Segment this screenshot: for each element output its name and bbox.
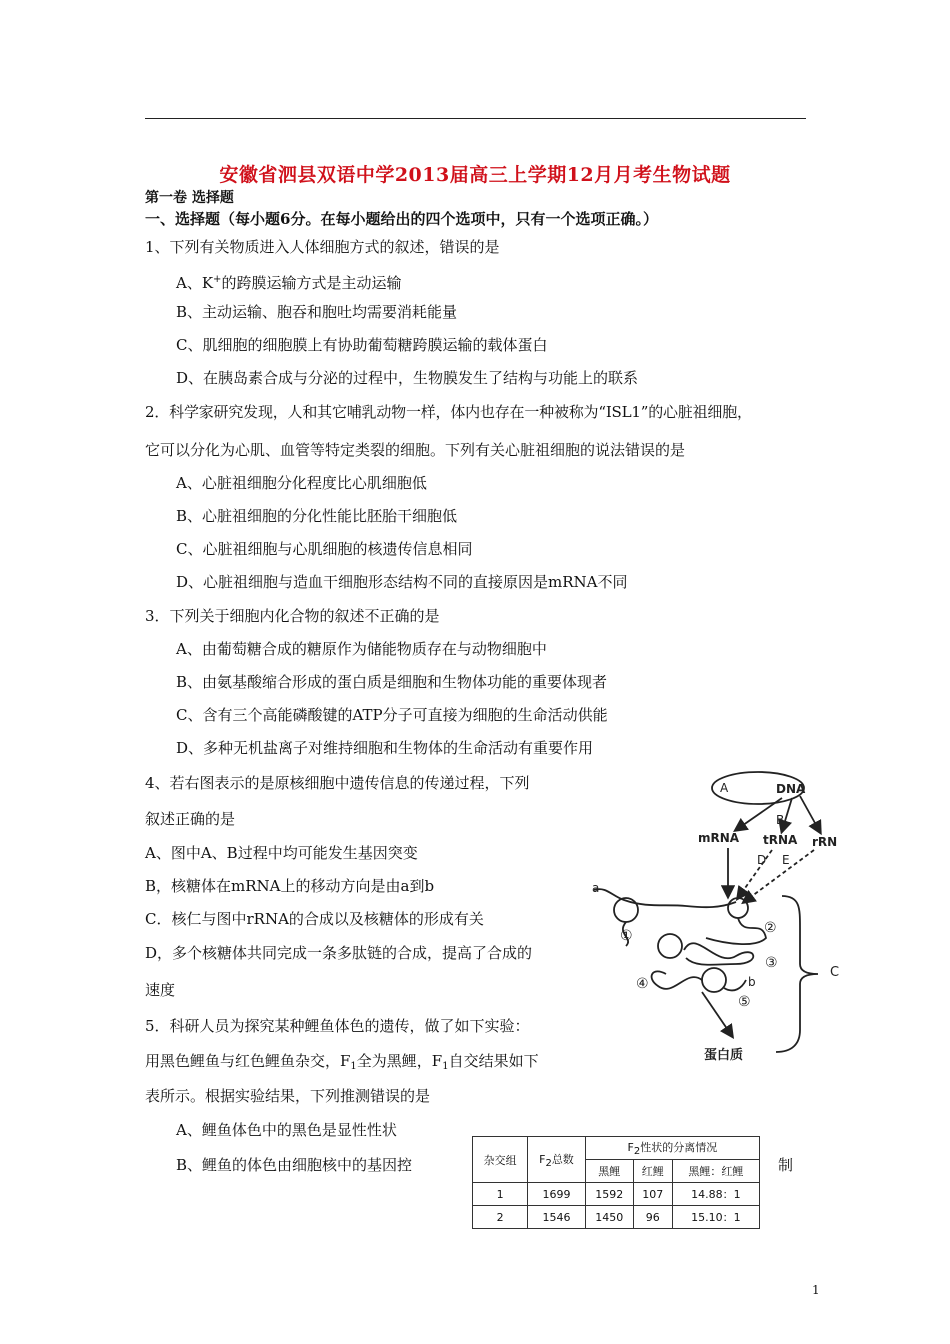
table-cell: 96: [633, 1206, 672, 1229]
page-number: 1: [812, 1283, 820, 1297]
strand-b: b: [748, 975, 756, 989]
mrna-label: mRNA: [698, 831, 740, 845]
q1-option-a: A、K+的跨膜运输方式是主动运输: [176, 274, 402, 292]
q4-option-d-cont: 速度: [145, 981, 176, 999]
q4-option-d: D，多个核糖体共同完成一条多肽链的合成，提高了合成的: [145, 944, 533, 962]
q4-option-c: C．核仁与图中rRNA的合成以及核糖体的形成有关: [145, 910, 484, 928]
q2-option-a: A、心脏祖细胞分化程度比心肌细胞低: [176, 474, 427, 492]
table-cell: 1450: [585, 1206, 633, 1229]
q3-option-d: D、多种无机盐离子对维持细胞和生物体的生命活动有重要作用: [176, 739, 594, 757]
translation-diagram: [586, 768, 848, 1064]
header-group: 杂交组: [473, 1137, 528, 1183]
q4-stem-1: 4、若右图表示的是原核细胞中遗传信息的传递过程，下列: [145, 774, 530, 792]
q2-stem-1: 2．科学家研究发现，人和其它哺乳动物一样，体内也存在一种被称为“ISL1”的心脏祖细胞，: [145, 403, 752, 421]
rrna-label: rRN: [812, 835, 838, 849]
q5-option-b-end: 制: [778, 1156, 794, 1174]
table-cell: 1546: [528, 1206, 586, 1229]
table-cell: 2: [473, 1206, 528, 1229]
label-b: B: [776, 813, 785, 827]
header-red: 红鲤: [633, 1160, 672, 1183]
q2-option-b: B、心脏祖细胞的分化性能比胚胎干细胞低: [176, 507, 458, 525]
header-ratio: 黑鲤：红鲤: [672, 1160, 759, 1183]
q1-stem: 1、下列有关物质进入人体细胞方式的叙述，错误的是: [145, 238, 500, 256]
q3-option-b: B、由氨基酸缩合形成的蛋白质是细胞和生物体功能的重要体现者: [176, 673, 608, 691]
label-c: C: [830, 965, 840, 980]
table-cell: 1592: [585, 1183, 633, 1206]
q1-option-c: C、肌细胞的细胞膜上有协助葡萄糖跨膜运输的载体蛋白: [176, 336, 548, 354]
table-row: [473, 1183, 760, 1206]
strand-a: a: [592, 881, 600, 895]
q2-option-d: D、心脏祖细胞与造血干细胞形态结构不同的直接原因是mRNA不同: [176, 573, 628, 591]
q4-option-a: A、图中A、B过程中均可能发生基因突变: [145, 844, 418, 862]
q5-stem-1: 5．科研人员为探究某种鲤鱼体色的遗传，做了如下实验：: [145, 1017, 530, 1035]
table-cell: 107: [633, 1183, 672, 1206]
q3-stem: 3．下列关于细胞内化合物的叙述不正确的是: [145, 607, 440, 625]
marker-3: ③: [765, 955, 778, 971]
q3-option-c: C、含有三个高能磷酸键的ATP分子可直接为细胞的生命活动供能: [176, 706, 608, 724]
q4-option-b: B，核糖体在mRNA上的移动方向是由a到b: [145, 877, 435, 895]
marker-1: ①: [620, 928, 633, 944]
label-d: D: [757, 853, 767, 867]
header-total: F2总数: [528, 1137, 586, 1183]
label-a: A: [720, 781, 729, 795]
instruction: 一、选择题（每小题6分。在每小题给出的四个选项中，只有一个选项正确。）: [145, 210, 658, 228]
header-black: 黑鲤: [585, 1160, 633, 1183]
table-cell: 1699: [528, 1183, 586, 1206]
header-separation: F2性状的分离情况: [585, 1137, 759, 1160]
segregation-table: [472, 1136, 760, 1229]
q1-option-b: B、主动运输、胞吞和胞吐均需要消耗能量: [176, 303, 458, 321]
q5-option-a: A、鲤鱼体色中的黑色是显性性状: [176, 1121, 397, 1139]
label-e: E: [782, 853, 790, 867]
q1-option-d: D、在胰岛素合成与分泌的过程中，生物膜发生了结构与功能上的联系: [176, 369, 639, 387]
q2-option-c: C、心脏祖细胞与心肌细胞的核遗传信息相同: [176, 540, 473, 558]
table-cell: 1: [473, 1183, 528, 1206]
dna-label: DNA: [776, 782, 806, 796]
q5-option-b: B、鲤鱼的体色由细胞核中的基因控: [176, 1156, 413, 1174]
page-title: 安徽省泗县双语中学2013届高三上学期12月月考生物试题: [219, 164, 731, 186]
q4-stem-2: 叙述正确的是: [145, 810, 236, 828]
header-rule: [145, 118, 806, 119]
marker-5: ⑤: [738, 994, 751, 1010]
table-cell: 15.10：1: [672, 1206, 759, 1229]
q2-stem-2: 它可以分化为心肌、血管等特定类裂的细胞。下列有关心脏祖细胞的说法错误的是: [145, 441, 686, 459]
protein-label: 蛋白质: [704, 1048, 744, 1063]
marker-2: ②: [764, 920, 777, 936]
q3-option-a: A、由葡萄糖合成的糖原作为储能物质存在与动物细胞中: [176, 640, 547, 658]
q5-stem-2: 用黑色鲤鱼与红色鲤鱼杂交，$F_1$全为黑鲤，$F_1$自交结果如下: [145, 1052, 539, 1072]
section-heading: 第一卷 选择题: [145, 190, 234, 206]
marker-4: ④: [636, 976, 649, 992]
q5-stem-3: 表所示。根据实验结果，下列推测错误的是: [145, 1087, 431, 1105]
table-row: [473, 1206, 760, 1229]
trna-label: tRNA: [763, 833, 798, 847]
table-cell: 14.88：1: [672, 1183, 759, 1206]
